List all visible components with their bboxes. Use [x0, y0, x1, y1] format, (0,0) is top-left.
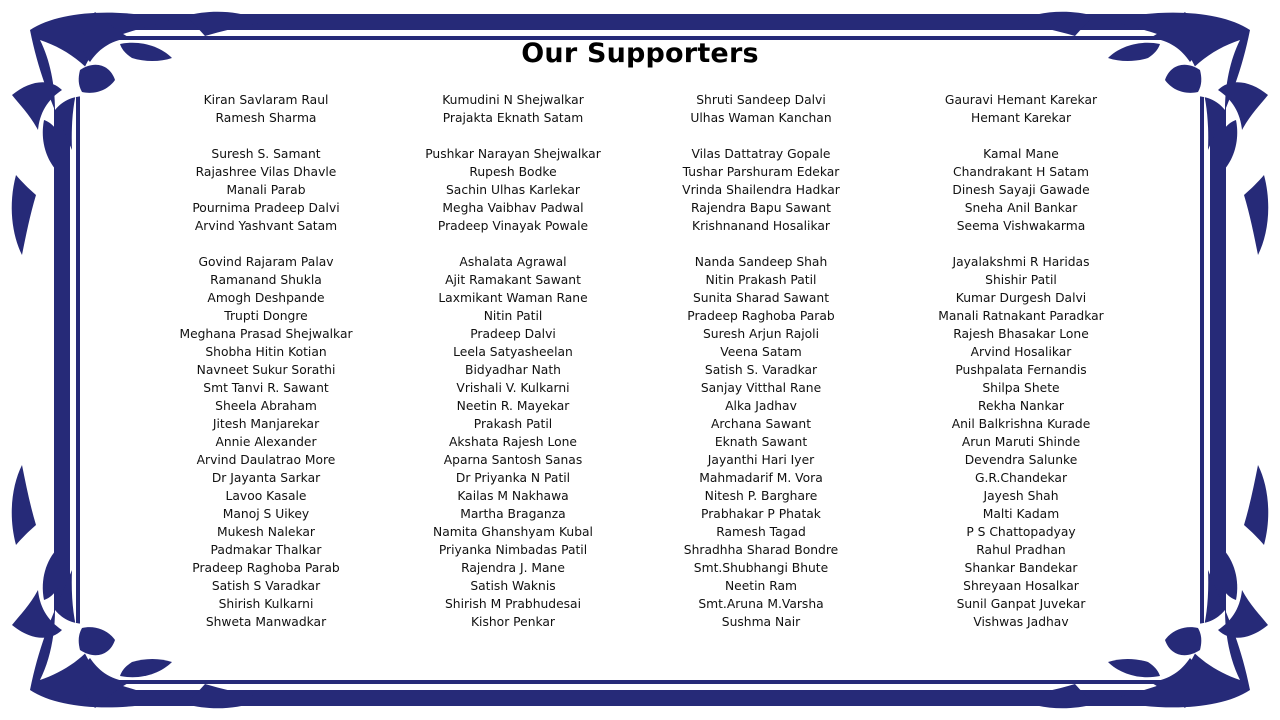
supporter-name: Ramanand Shukla [210, 273, 322, 287]
supporter-name: Neetin Ram [724, 579, 798, 593]
supporter-name: Shirish M Prabhudesai [444, 597, 582, 611]
supporter-name: Namita Ghanshyam Kubal [433, 525, 593, 539]
supporter-name: Kailas M Nakhawa [457, 489, 569, 503]
supporter-name: Shilpa Shete [982, 381, 1060, 395]
supporter-name: Ramesh Sharma [215, 111, 317, 125]
supporter-name: Arun Maruti Shinde [961, 435, 1081, 449]
supporter-name: Nitin Prakash Patil [705, 273, 817, 287]
spacer [631, 235, 891, 253]
supporter-name: Shreyaan Hosalkar [963, 579, 1079, 593]
supporter-name: Navneet Sukur Sorathi [196, 363, 336, 377]
supporter-name: Arvind Hosalikar [970, 345, 1072, 359]
supporters-column-2 [383, 91, 643, 631]
supporter-name: Manali Ratnakant Paradkar [938, 309, 1104, 323]
supporter-name: Seema Vishwakarma [956, 219, 1086, 233]
supporter-name: Prajakta Eknath Satam [442, 111, 584, 125]
supporter-name: Alka Jadhav [725, 399, 797, 413]
supporter-name: Manoj S Uikey [222, 507, 310, 521]
supporter-name: Pushpalata Fernandis [955, 363, 1087, 377]
supporter-name: Govind Rajaram Palav [198, 255, 334, 269]
supporter-name: Jayalakshmi R Haridas [952, 255, 1090, 269]
supporter-name: Dinesh Sayaji Gawade [952, 183, 1090, 197]
supporter-name: Aparna Santosh Sanas [443, 453, 583, 467]
supporter-name: Sushma Nair [721, 615, 801, 629]
supporter-name: Neetin R. Mayekar [456, 399, 570, 413]
supporter-name: Bidyadhar Nath [465, 363, 561, 377]
supporter-name: Pournima Pradeep Dalvi [192, 201, 340, 215]
supporter-name: Pradeep Raghoba Parab [687, 309, 835, 323]
spacer [631, 127, 891, 145]
supporter-name: Shradhha Sharad Bondre [683, 543, 839, 557]
spacer [891, 235, 1151, 253]
supporter-name: Annie Alexander [215, 435, 317, 449]
supporter-name: Laxmikant Waman Rane [438, 291, 588, 305]
supporter-name: Rahul Pradhan [976, 543, 1066, 557]
supporter-name: Dr Priyanka N Patil [455, 471, 571, 485]
supporter-name: Sunil Ganpat Juvekar [956, 597, 1086, 611]
supporter-name: Shweta Manwadkar [205, 615, 327, 629]
supporters-column-1 [136, 91, 396, 631]
supporter-name: Shirish Kulkarni [218, 597, 314, 611]
supporter-name: Meghana Prasad Shejwalkar [179, 327, 353, 341]
supporter-name: Kishor Penkar [470, 615, 555, 629]
supporter-name: Nanda Sandeep Shah [694, 255, 828, 269]
supporter-name: Smt Tanvi R. Sawant [203, 381, 329, 395]
supporter-name: Satish S Varadkar [211, 579, 321, 593]
supporter-name: Prabhakar P Phatak [701, 507, 821, 521]
supporter-name: Devendra Salunke [964, 453, 1078, 467]
supporter-name: Ulhas Waman Kanchan [690, 111, 832, 125]
supporter-name: Leela Satyasheelan [453, 345, 573, 359]
supporter-name: Satish Waknis [470, 579, 556, 593]
supporter-name: Kamal Mane [983, 147, 1059, 161]
supporter-name: Jitesh Manjarekar [212, 417, 320, 431]
supporter-name: Malti Kadam [982, 507, 1060, 521]
supporter-name: Ramesh Tagad [716, 525, 806, 539]
supporter-name: Chandrakant H Satam [953, 165, 1089, 179]
supporter-name: Arvind Yashvant Satam [194, 219, 338, 233]
supporter-name: Sneha Anil Bankar [964, 201, 1078, 215]
supporter-name: Shishir Patil [985, 273, 1057, 287]
supporter-name: Eknath Sawant [714, 435, 808, 449]
supporters-column-4 [891, 91, 1151, 631]
supporter-name: Vrishali V. Kulkarni [456, 381, 570, 395]
supporter-name: Pradeep Vinayak Powale [437, 219, 589, 233]
supporter-name: Smt.Shubhangi Bhute [693, 561, 829, 575]
supporter-name: Sanjay Vitthal Rane [700, 381, 822, 395]
supporter-name: Shruti Sandeep Dalvi [696, 93, 826, 107]
supporter-name: Mukesh Nalekar [217, 525, 315, 539]
supporter-name: Rajendra J. Mane [461, 561, 565, 575]
supporter-name: Sunita Sharad Sawant [692, 291, 830, 305]
supporter-name: Prakash Patil [473, 417, 553, 431]
supporter-name: Smt.Aruna M.Varsha [698, 597, 824, 611]
supporter-name: Nitin Patil [483, 309, 543, 323]
supporter-name: Kiran Savlaram Raul [203, 93, 329, 107]
supporter-name: Vrinda Shailendra Hadkar [682, 183, 840, 197]
spacer [383, 127, 643, 145]
supporter-name: Mahmadarif M. Vora [699, 471, 823, 485]
supporter-name: Jayesh Shah [983, 489, 1059, 503]
supporter-name: Kumudini N Shejwalkar [442, 93, 584, 107]
spacer [136, 127, 396, 145]
page-title: Our Supporters [521, 38, 759, 69]
supporter-name: Rajendra Bapu Sawant [691, 201, 831, 215]
supporter-name: Archana Sawant [710, 417, 812, 431]
supporter-name: Sheela Abraham [215, 399, 317, 413]
supporter-name: Rupesh Bodke [469, 165, 557, 179]
supporter-name: Amogh Deshpande [207, 291, 325, 305]
supporters-column-3 [631, 91, 891, 631]
supporter-name: Shankar Bandekar [964, 561, 1078, 575]
supporter-name: Padmakar Thalkar [210, 543, 322, 557]
supporter-name: Akshata Rajesh Lone [449, 435, 577, 449]
supporter-name: Rekha Nankar [978, 399, 1064, 413]
supporter-name: Martha Braganza [460, 507, 566, 521]
supporter-name: Ashalata Agrawal [459, 255, 567, 269]
spacer [383, 235, 643, 253]
supporter-name: Megha Vaibhav Padwal [442, 201, 584, 215]
supporter-name: Satish S. Varadkar [704, 363, 818, 377]
supporter-name: Gauravi Hemant Karekar [944, 93, 1098, 107]
supporter-name: Lavoo Kasale [225, 489, 307, 503]
supporter-name: Suresh Arjun Rajoli [702, 327, 820, 341]
supporter-name: Anil Balkrishna Kurade [951, 417, 1091, 431]
supporter-name: Sachin Ulhas Karlekar [446, 183, 580, 197]
supporter-name: Pradeep Dalvi [470, 327, 556, 341]
spacer [891, 127, 1151, 145]
supporter-name: Nitesh P. Barghare [704, 489, 818, 503]
supporter-name: Shobha Hitin Kotian [205, 345, 327, 359]
supporter-name: G.R.Chandekar [974, 471, 1068, 485]
supporter-name: Rajesh Bhasakar Lone [953, 327, 1089, 341]
supporter-name: Veena Satam [720, 345, 802, 359]
supporter-name: Trupti Dongre [224, 309, 308, 323]
supporter-name: Krishnanand Hosalikar [692, 219, 830, 233]
supporter-name: Jayanthi Hari Iyer [707, 453, 815, 467]
supporter-name: Dr Jayanta Sarkar [211, 471, 321, 485]
supporter-name: Vishwas Jadhav [973, 615, 1069, 629]
supporter-name: Vilas Dattatray Gopale [691, 147, 831, 161]
supporter-name: Suresh S. Samant [211, 147, 321, 161]
supporter-name: P S Chattopadyay [966, 525, 1076, 539]
supporter-name: Priyanka Nimbadas Patil [438, 543, 588, 557]
supporter-name: Tushar Parshuram Edekar [682, 165, 840, 179]
supporter-name: Manali Parab [226, 183, 306, 197]
supporter-name: Arvind Daulatrao More [196, 453, 336, 467]
spacer [136, 235, 396, 253]
supporter-name: Kumar Durgesh Dalvi [955, 291, 1087, 305]
supporter-name: Ajit Ramakant Sawant [445, 273, 581, 287]
supporter-name: Pushkar Narayan Shejwalkar [425, 147, 601, 161]
supporter-name: Hemant Karekar [970, 111, 1072, 125]
supporter-name: Rajashree Vilas Dhavle [195, 165, 337, 179]
supporter-name: Pradeep Raghoba Parab [192, 561, 340, 575]
